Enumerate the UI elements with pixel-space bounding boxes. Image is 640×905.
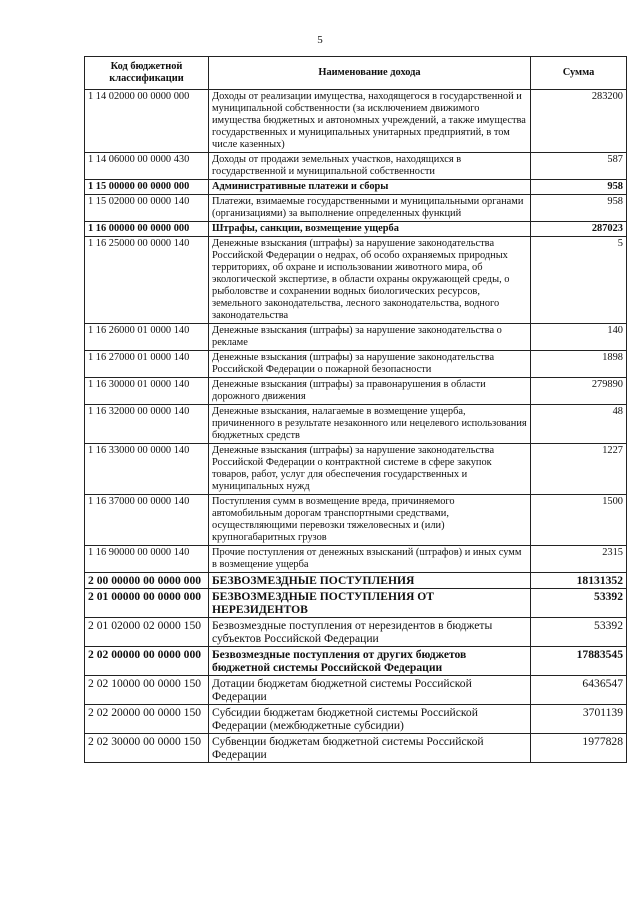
row-amount: 1977828 [531,734,627,763]
table-row [85,153,627,180]
table-row [85,647,627,676]
row-name: Денежные взыскания (штрафы) за нарушение законодательства Российской Федерации о недрах, об особо охраняемых природных территориях, об охране и использовании животного мира, об экологической экспертизе, в области охраны окружающей среды, о рыболовстве и сохранении водных биологических ресурсов, земельного законодательства, лесного законодательства, водного законодательства [209,237,531,324]
row-code: 2 02 30000 00 0000 150 [85,734,209,763]
row-code: 1 16 37000 00 0000 140 [85,495,209,546]
row-name: Безвозмездные поступления от других бюджетов бюджетной системы Российской Федерации [209,647,531,676]
row-amount: 53392 [531,618,627,647]
row-name: Прочие поступления от денежных взысканий (штрафов) и иных сумм в возмещение ущерба [209,546,531,573]
row-code: 2 01 00000 00 0000 000 [85,589,209,618]
row-amount: 287023 [531,222,627,237]
row-name: Денежные взыскания (штрафы) за правонарушения в области дорожного движения [209,378,531,405]
row-amount: 1898 [531,351,627,378]
row-name: Денежные взыскания, налагаемые в возмещение ущерба, причиненного в результате незаконного или нецелевого использования бюджетных средств [209,405,531,444]
table-row [85,222,627,237]
table-row [85,237,627,324]
row-name: БЕЗВОЗМЕЗДНЫЕ ПОСТУПЛЕНИЯ ОТ НЕРЕЗИДЕНТОВ [209,589,531,618]
table-row [85,324,627,351]
header-name: Наименование дохода [209,57,531,90]
row-amount: 140 [531,324,627,351]
row-code: 2 00 00000 00 0000 000 [85,573,209,589]
table-row [85,90,627,153]
row-name: Субвенции бюджетам бюджетной системы Российской Федерации [209,734,531,763]
row-amount: 283200 [531,90,627,153]
row-amount: 18131352 [531,573,627,589]
table-row [85,734,627,763]
row-name: Денежные взыскания (штрафы) за нарушение законодательства Российской Федерации о пожарной безопасности [209,351,531,378]
row-code: 1 16 25000 00 0000 140 [85,237,209,324]
row-name: Денежные взыскания (штрафы) за нарушение законодательства Российской Федерации о контрактной системе в сфере закупок товаров, работ, услуг для обеспечения государственных и муниципальных нужд [209,444,531,495]
table-row [85,351,627,378]
row-name: Безвозмездные поступления от нерезидентов в бюджеты субъектов Российской Федерации [209,618,531,647]
row-name: Доходы от реализации имущества, находящегося в государственной и муниципальной собственности (за исключением движимого имущества бюджетных и автономных учреждений, а также имущества государственных и муниципальных унитарных предприятий, в том числе казенных) [209,90,531,153]
table-row [85,589,627,618]
page-number: 5 [317,34,323,46]
row-name: БЕЗВОЗМЕЗДНЫЕ ПОСТУПЛЕНИЯ [209,573,531,589]
row-code: 1 14 02000 00 0000 000 [85,90,209,153]
row-code: 1 15 00000 00 0000 000 [85,180,209,195]
row-code: 2 02 10000 00 0000 150 [85,676,209,705]
table-row [85,378,627,405]
row-amount: 279890 [531,378,627,405]
row-code: 1 16 90000 00 0000 140 [85,546,209,573]
table-row [85,676,627,705]
row-name: Платежи, взимаемые государственными и муниципальными органами (организациями) за выполнение определенных функций [209,195,531,222]
table-row [85,195,627,222]
row-amount: 587 [531,153,627,180]
table-row [85,705,627,734]
row-amount: 6436547 [531,676,627,705]
row-name: Доходы от продажи земельных участков, находящихся в государственной и муниципальной собственности [209,153,531,180]
table-row [85,546,627,573]
row-code: 2 01 02000 02 0000 150 [85,618,209,647]
row-code: 1 16 30000 01 0000 140 [85,378,209,405]
row-amount: 48 [531,405,627,444]
row-amount: 17883545 [531,647,627,676]
row-name: Штрафы, санкции, возмещение ущерба [209,222,531,237]
row-amount: 1500 [531,495,627,546]
row-name: Поступления сумм в возмещение вреда, причиняемого автомобильным дорогам транспортными средствами, осуществляющими перевозки тяжеловесных и (или) крупногабаритных грузов [209,495,531,546]
row-name: Административные платежи и сборы [209,180,531,195]
row-amount: 2315 [531,546,627,573]
row-amount: 1227 [531,444,627,495]
table-row [85,573,627,589]
row-code: 1 16 33000 00 0000 140 [85,444,209,495]
row-amount: 958 [531,180,627,195]
table-row [85,405,627,444]
row-code: 2 02 20000 00 0000 150 [85,705,209,734]
row-amount: 3701139 [531,705,627,734]
row-code: 1 14 06000 00 0000 430 [85,153,209,180]
table-header-row [85,57,627,90]
table-row [85,444,627,495]
row-code: 1 16 27000 01 0000 140 [85,351,209,378]
row-name: Денежные взыскания (штрафы) за нарушение законодательства о рекламе [209,324,531,351]
table-row [85,495,627,546]
row-name: Субсидии бюджетам бюджетной системы Российской Федерации (межбюджетные субсидии) [209,705,531,734]
table-row [85,618,627,647]
row-amount: 5 [531,237,627,324]
row-code: 1 15 02000 00 0000 140 [85,195,209,222]
income-table [84,56,627,763]
table-body [85,90,627,763]
row-code: 1 16 26000 01 0000 140 [85,324,209,351]
row-code: 1 16 32000 00 0000 140 [85,405,209,444]
row-code: 2 02 00000 00 0000 000 [85,647,209,676]
row-amount: 958 [531,195,627,222]
header-amount: Сумма [531,57,627,90]
row-code: 1 16 00000 00 0000 000 [85,222,209,237]
row-amount: 53392 [531,589,627,618]
row-name: Дотации бюджетам бюджетной системы Российской Федерации [209,676,531,705]
table-row [85,180,627,195]
header-code: Код бюджетной классификации [85,57,209,90]
